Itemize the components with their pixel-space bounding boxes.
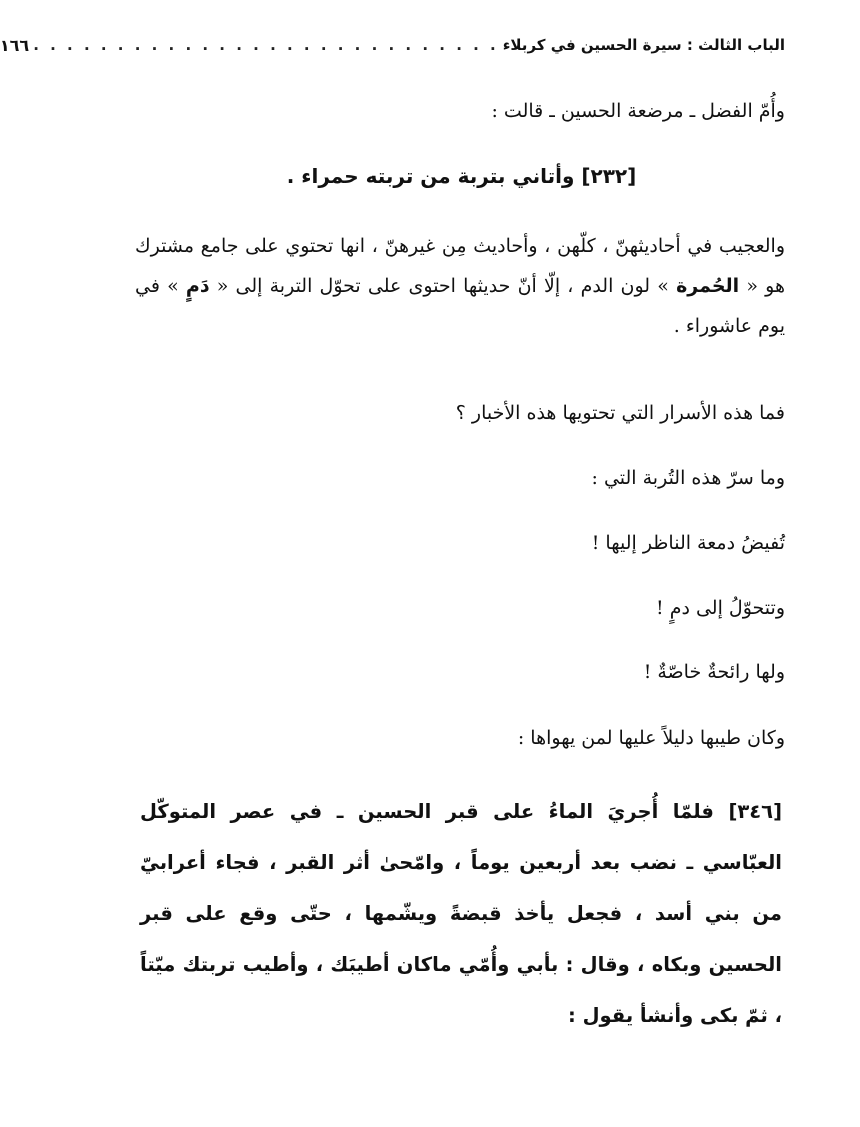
secret-line: وما سرّ هذه التُربة التي : [591, 467, 785, 489]
commentary-text-2: » لون الدم ، إلّا أنّ حديثها احتوى على تحوّل التربة إلى « [209, 275, 677, 297]
running-header [0, 30, 785, 60]
hadith-232: [٢٣٢] وأتاني بتربة من تربته حمراء . [286, 164, 637, 188]
hadith-346: [٣٤٦] فلمّا أُجريَ الماءُ على قبر الحسين ـ في عصر المتوكّل العبّاسي ـ نضب بعد أربعين يوماً ، وامّحىٰ أثر القبر ، فجاء أعرابيّ من بني أسد ، فجعل يأخذ قبضةً ويشّمها ، حتّى وقع على قبر الحسين وبكاه ، وقال : بأبي وأُمّي ماكان أطيبَك ، وأطيب تربتك ميّتاً ، ثمّ بكى وأنشأ يقول : [140, 800, 782, 1027]
intro-line: وأُمّ الفضل ـ مرضعة الحسين ـ قالت : [491, 100, 785, 122]
commentary-text-1: والعجيب في أحاديثهنّ ، كلّهن ، وأحاديث مِن غيرهنّ ، انها تحتوي على جامع مشترك هو « [135, 235, 786, 297]
tears-line: تُفيضُ دمعة الناظر إليها ! [591, 532, 785, 554]
commentary-paragraph [135, 226, 785, 346]
humra-emphasis: الحُمرة [676, 275, 740, 297]
scent-line: ولها رائحةٌ خاصّةٌ ! [643, 661, 785, 683]
page-number: ١٦٦ [0, 35, 30, 55]
dot-leader: . . . . . . . . . . . . . . . . . . . . . . . . . . . . [33, 36, 499, 54]
blood-line: وتتحوّلُ إلى دمٍ ! [656, 597, 785, 619]
question-line: فما هذه الأسرار التي تحتويها هذه الأخبار ؟ [455, 402, 785, 424]
chapter-title: الباب الثالث : سيرة الحسين في كربلاء [502, 36, 785, 54]
perfume-line: وكان طيبها دليلاً عليها لمن يهواها : [517, 727, 785, 749]
commentary-text-3: » في يوم عاشوراء . [135, 275, 785, 337]
dam-emphasis: دَمٍ [185, 275, 210, 297]
